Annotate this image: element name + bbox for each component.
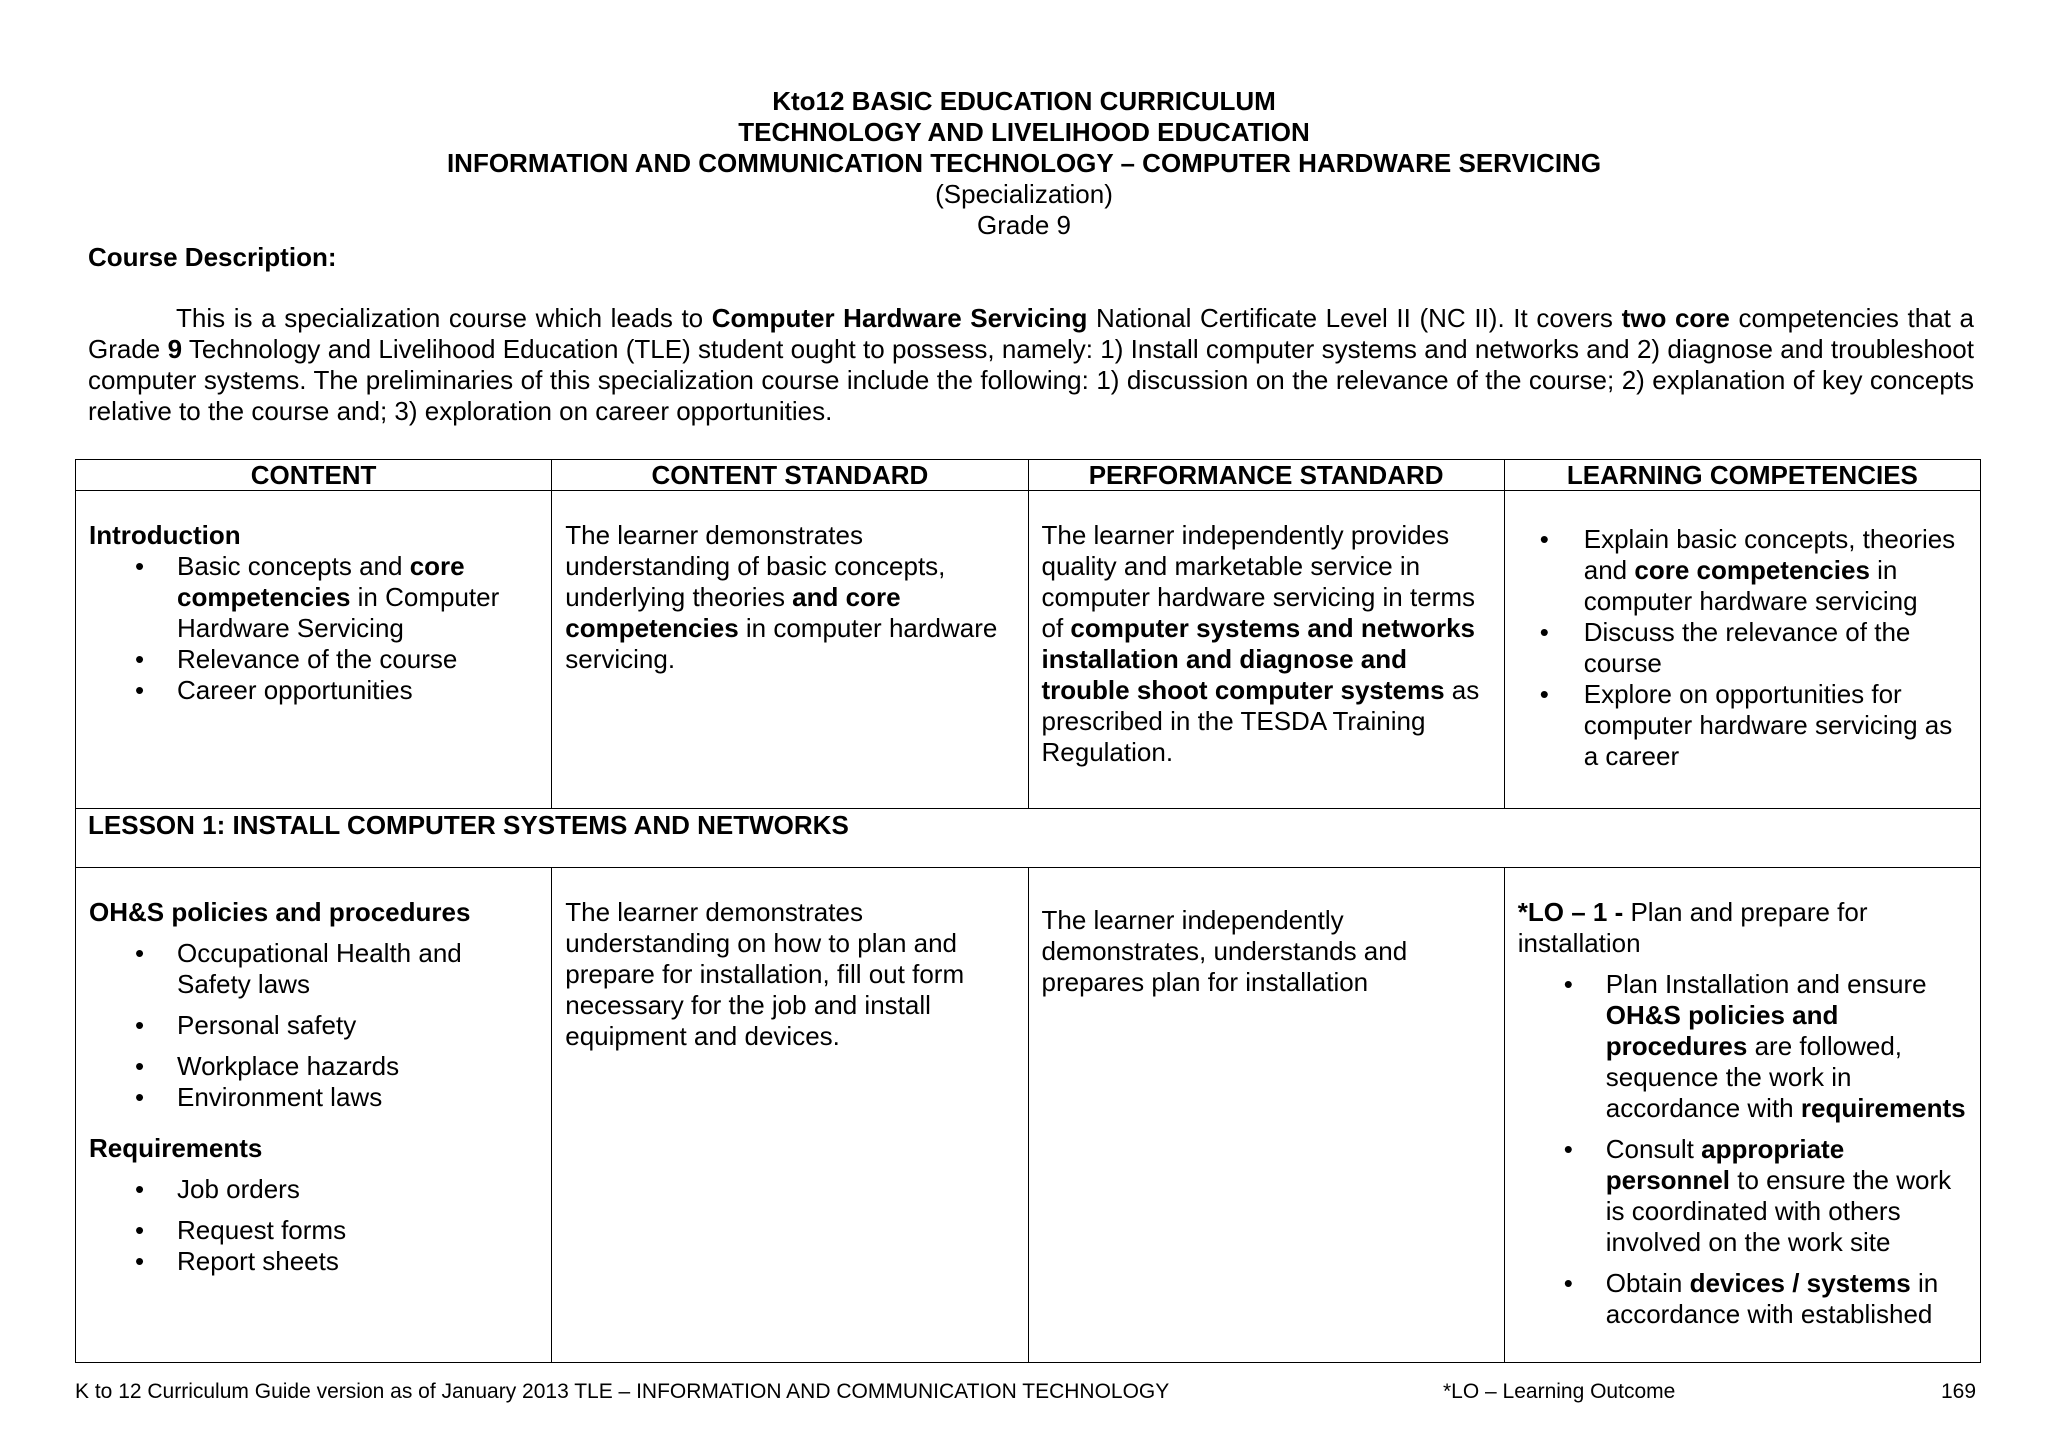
topic-heading: Introduction <box>89 520 241 550</box>
content-cell <box>76 491 552 809</box>
header-line-4: (Specialization) <box>935 179 1113 209</box>
header-performance-standard: PERFORMANCE STANDARD <box>1028 460 1504 491</box>
header-learning-competencies: LEARNING COMPETENCIES <box>1504 460 1980 491</box>
list-item: • Environment laws <box>177 1082 538 1113</box>
footer-lo-note: *LO – Learning Outcome <box>1443 1380 1676 1403</box>
learning-competencies-cell <box>1504 868 1980 1363</box>
content-list <box>89 551 538 706</box>
list-item: • Report sheets <box>177 1246 538 1277</box>
competencies-list <box>1518 524 1967 772</box>
list-item: • Workplace hazards <box>177 1051 538 1082</box>
learning-competencies-cell <box>1504 491 1980 809</box>
course-description-label: Course Description: <box>88 242 337 272</box>
header-content-standard: CONTENT STANDARD <box>552 460 1028 491</box>
list-item: • Relevance of the course <box>177 644 538 675</box>
header-line-1: Kto12 BASIC EDUCATION CURRICULUM <box>772 86 1276 116</box>
list-item: • Explain basic concepts, theories and core competencies in computer hardware servicing <box>1584 524 1967 617</box>
table-row-lesson-1 <box>76 868 1981 1363</box>
list-item: • Plan Installation and ensure OH&S policies and procedures are followed, sequence the work in accordance with requirements <box>1606 969 1967 1124</box>
table-header-row <box>76 460 1981 491</box>
lesson-title: LESSON 1: INSTALL COMPUTER SYSTEMS AND NETWORKS <box>76 809 1981 868</box>
header-content: CONTENT <box>76 460 552 491</box>
page-number: 169 <box>1941 1380 1977 1403</box>
learning-outcome: *LO – 1 - Plan and prepare for installation <box>1517 897 1868 958</box>
content-standard-cell: The learner demonstrates understanding on how to plan and prepare for installation, fill out form necessary for the job and install equipment and devices. <box>552 868 1028 1363</box>
curriculum-table <box>75 459 1981 1363</box>
document-header <box>0 86 2048 241</box>
list-item: • Career opportunities <box>177 675 538 706</box>
list-item: • Personal safety <box>177 1010 538 1041</box>
header-line-3: INFORMATION AND COMMUNICATION TECHNOLOGY – COMPUTER HARDWARE SERVICING <box>446 148 1602 178</box>
header-line-2: TECHNOLOGY AND LIVELIHOOD EDUCATION <box>738 117 1310 147</box>
list-item: • Job orders <box>177 1174 538 1205</box>
list-item: • Basic concepts and core competencies in Computer Hardware Servicing <box>177 551 538 644</box>
footer-left: K to 12 Curriculum Guide version as of January 2013 TLE – INFORMATION AND COMMUNICATION TECHNOLOGY <box>75 1380 1170 1403</box>
content-standard-cell: The learner demonstrates understanding of basic concepts, underlying theories and core competencies in computer hardware servicing. <box>552 491 1028 809</box>
list-item: • Obtain devices / systems in accordance with established <box>1606 1268 1967 1330</box>
content-list <box>89 1174 538 1277</box>
header-line-5: Grade 9 <box>977 210 1071 240</box>
table-row-introduction <box>76 491 1981 809</box>
list-item: • Consult appropriate personnel to ensure the work is coordinated with others involved on the work site <box>1606 1134 1967 1258</box>
list-item: • Request forms <box>177 1215 538 1246</box>
list-item: • Occupational Health and Safety laws <box>177 938 538 1000</box>
topic-heading: Requirements <box>89 1133 263 1163</box>
topic-heading: OH&S policies and procedures <box>89 897 471 927</box>
content-cell <box>76 868 552 1363</box>
performance-standard-cell: The learner independently demonstrates, understands and prepares plan for installation <box>1028 868 1504 1363</box>
table-row-lesson-title <box>76 809 1981 868</box>
content-list <box>89 938 538 1113</box>
performance-standard-cell: The learner independently provides quality and marketable service in computer hardware servicing in terms of computer systems and networks installation and diagnose and trouble shoot computer systems as prescribed in the TESDA Training Regulation. <box>1028 491 1504 809</box>
list-item: • Explore on opportunities for computer hardware servicing as a career <box>1584 679 1967 772</box>
list-item: • Discuss the relevance of the course <box>1584 617 1967 679</box>
competencies-list <box>1518 969 1967 1330</box>
course-description-text: This is a specialization course which leads to Computer Hardware Servicing National Certificate Level II (NC II). It covers two core competencies that a Grade 9 Technology and Livelihood Education (TLE) student ought to possess, namely: 1) Install computer systems and networks and 2) diagnose and troubleshoot computer systems. The preliminaries of this specialization course include the following: 1) discussion on the relevance of the course; 2) explanation of key concepts relative to the course and; 3) exploration on career opportunities. <box>88 303 1974 426</box>
